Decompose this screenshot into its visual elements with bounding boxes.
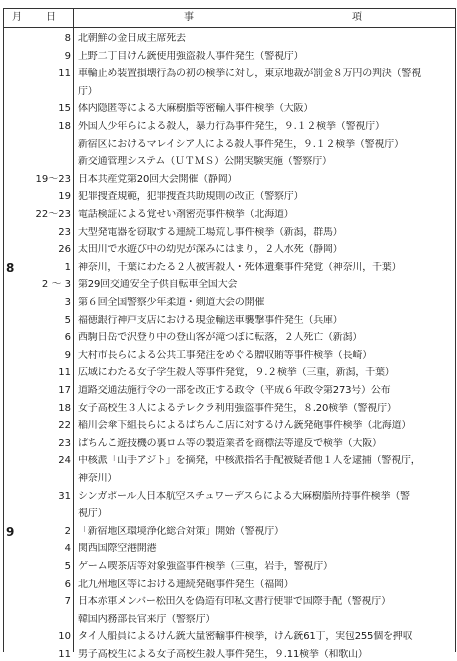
day-cell: 22 — [58, 420, 71, 432]
day-cell: 5 — [64, 561, 71, 572]
day-cell: 11 — [58, 649, 71, 660]
day-cell: 6 — [64, 332, 71, 344]
event-cell: 新宿区におけるマレイシア人による殺人事件発生，９.１２検挙（警視庁） — [78, 138, 404, 150]
event-cell: 日本赤軍メンバー松田久を偽造有印私文書行使罪で国際手配（警視庁） — [78, 596, 391, 608]
column-divider — [73, 8, 74, 652]
event-cell: 男子高校生による女子高校生殺人事件発生，９.11検挙（和歌山） — [78, 649, 368, 660]
day-cell: 10 — [58, 631, 71, 643]
day-cell: 2 — [64, 525, 71, 537]
event-cell: ゲーム喫茶店等対象強盗事件検挙（三重，岩手，警視庁） — [78, 561, 333, 572]
month-cell: 9 — [6, 524, 15, 539]
day-cell: 7 — [64, 596, 71, 608]
day-cell: 23 — [58, 437, 71, 449]
event-cell: 太田川で水遊び中の幼児が深みにはまり，２人水死（静岡） — [78, 244, 343, 256]
day-cell: 18 — [58, 121, 71, 132]
day-cell: 24 — [58, 455, 71, 467]
month-cell: 8 — [6, 260, 15, 275]
event-cell: 大型発電器を窃取する連続工場荒し事件検挙（新潟，群馬） — [78, 226, 343, 238]
event-cell: 第29回交通安全子供自転車全国大会 — [78, 279, 238, 291]
event-cell: 北九州地区等における連続発砲事件発生（福岡） — [78, 578, 294, 590]
day-cell: 5 — [64, 314, 71, 326]
event-cell: 車輪止め装置損壊行為の初の検挙に対し，東京地裁が罰金８万円の判決（警視 — [78, 68, 421, 80]
event-cell: 稲川会傘下組長らによるぱちんこ店に対するけん銃発砲事件検挙（北海道） — [78, 420, 412, 432]
event-cell: 外国人少年らによる殺人，暴力行為事件発生，９.１２検挙（警視庁） — [78, 121, 385, 132]
event-cell: 新交通管理システム（ＵＴＭＳ）公開実験実施（警察庁） — [78, 156, 332, 168]
event-cell: 広域にわたる女子学生殺人等事件発覚，９.２検挙（三重，新潟，千葉） — [78, 367, 395, 379]
day-cell: 9 — [64, 50, 71, 62]
table-border-top — [3, 8, 455, 9]
day-cell: 17 — [58, 385, 71, 396]
event-cell: 大村市長らによる公共工事発注をめぐる贈収賄等事件検挙（長崎） — [78, 349, 372, 361]
header-event-2: 項 — [352, 12, 362, 23]
event-cell: 視庁） — [78, 508, 108, 520]
header-divider — [3, 27, 455, 28]
day-cell: 19～23 — [35, 173, 71, 185]
day-cell: 6 — [64, 578, 71, 590]
event-cell: 韓国内務部長官来庁（警察庁） — [78, 613, 216, 625]
event-cell: 神奈川，千葉にわたる２人被害殺人・死体遺棄事件発覚（神奈川，千葉） — [78, 261, 402, 273]
day-cell: 1 — [64, 261, 71, 273]
event-cell: タイ人船員によるけん銃大量密輸事件検挙，けん銃61丁，実包255個を押収 — [78, 631, 413, 643]
event-cell: 関西国際空港開港 — [78, 543, 157, 555]
event-cell: 道路交通法施行令の一部を改正する政令（平成６年政令第273号）公布 — [78, 385, 391, 396]
event-cell: 中核派「山手アジト」を摘発，中核派指名手配被疑者他１人を逮捕（警視庁， — [78, 455, 421, 467]
day-cell: 11 — [58, 68, 71, 80]
day-cell: 4 — [64, 543, 71, 555]
event-cell: 庁） — [78, 85, 98, 97]
day-cell: 8 — [64, 33, 71, 44]
table-border-right — [455, 8, 456, 652]
header-month: 月 — [12, 12, 22, 23]
event-cell: 犯罪捜査規範，犯罪捜査共助規則の改正（警察庁） — [78, 191, 304, 203]
header-day: 日 — [46, 12, 56, 23]
event-cell: 西駒日岳で沢登り中の登山客が滝つぼに転落，２人死亡（新潟） — [78, 332, 363, 344]
day-cell: 15 — [58, 103, 71, 115]
event-cell: 福徳銀行神戸支店における現金輸送車襲撃事件発生（兵庫） — [78, 314, 343, 326]
day-cell: 26 — [58, 244, 71, 256]
day-cell: 11 — [58, 367, 71, 379]
event-cell: 女子高校生３人によるテレクラ利用強盗事件発生，８.20検挙（警視庁） — [78, 402, 397, 414]
event-cell: ぱちんこ遊技機の裏ロム等の製造業者を商標法等違反で検挙（大阪） — [78, 437, 382, 449]
event-cell: シンガポール人日本航空スチュワーデスらによる大麻樹脂所持事件検挙（警 — [78, 490, 410, 502]
event-cell: 「新宿地区環境浄化総合対策」開始（警視庁） — [78, 525, 284, 537]
event-cell: 北朝鮮の金日成主席死去 — [78, 33, 186, 44]
event-cell: 体内隠匿等による大麻樹脂等密輸入事件検挙（大阪） — [78, 103, 314, 115]
event-cell: 第６回全国警察少年柔道・剣道大会の開催 — [78, 297, 265, 308]
day-cell: 18 — [58, 402, 71, 414]
day-cell: 23 — [58, 226, 71, 238]
day-cell: 19 — [58, 191, 71, 203]
day-cell: 2 ～ 3 — [41, 279, 71, 291]
event-cell: 電話検証による覚せい剤密売事件検挙（北海道） — [78, 209, 294, 220]
event-cell: 神奈川） — [78, 473, 118, 484]
day-cell: 3 — [64, 297, 71, 308]
table-border-left — [3, 8, 4, 652]
header-event-1: 事 — [184, 12, 194, 23]
day-cell: 31 — [58, 490, 71, 502]
day-cell: 9 — [64, 349, 71, 361]
event-cell: 日本共産党第20回大会開催（静岡） — [78, 173, 238, 185]
event-cell: 上野二丁目けん銃使用強盗殺人事件発生（警視庁） — [78, 50, 304, 62]
day-cell: 22～23 — [35, 209, 71, 220]
